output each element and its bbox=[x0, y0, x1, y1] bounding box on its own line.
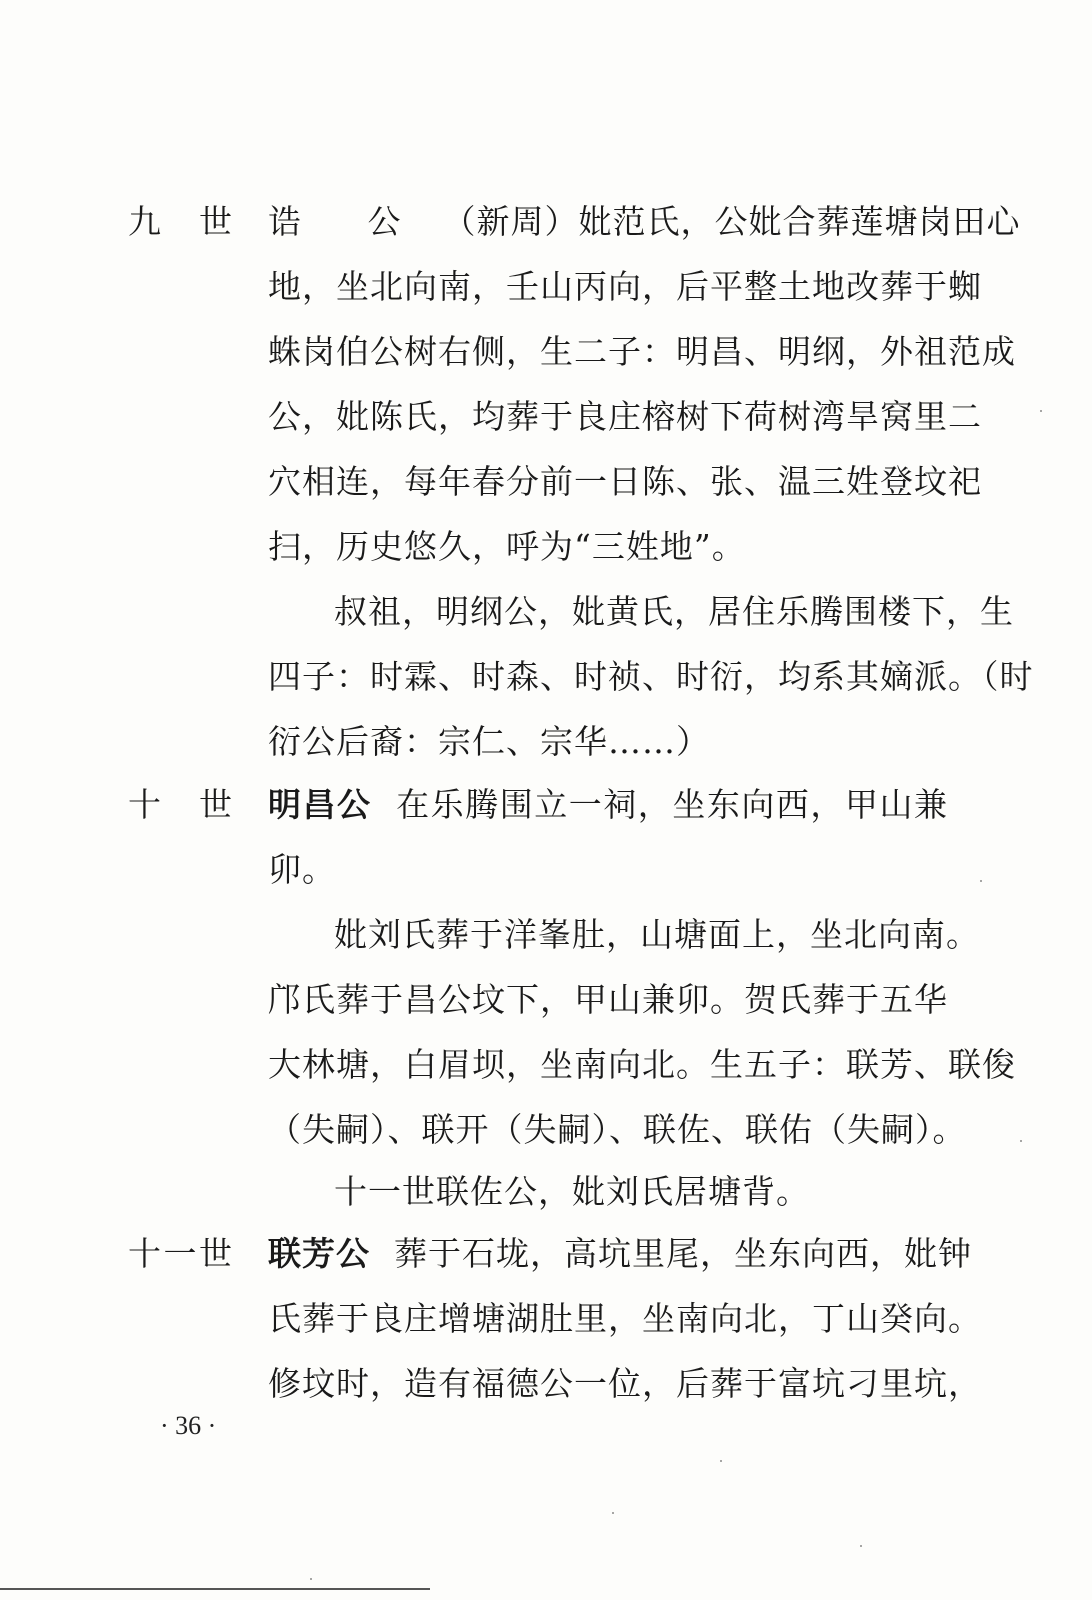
ancestor-name-11: 联芳公 bbox=[268, 1234, 370, 1273]
entry-text: 葬于石垅，高坑里尾，坐东向西，妣钟 bbox=[394, 1234, 972, 1273]
entry-line: 妣刘氏葬于洋峯肚，山塘面上，坐北向南。 bbox=[334, 915, 980, 954]
ancestor-name-9: 诰 公 bbox=[268, 202, 429, 241]
entry-line: 穴相连，每年春分前一日陈、张、温三姓登坟祀 bbox=[268, 462, 982, 501]
entry-line: 邝氏葬于昌公坟下，甲山兼卯。贺氏葬于五华 bbox=[268, 980, 948, 1019]
generation-label-9: 九 世 bbox=[128, 202, 232, 241]
entry-line: 蛛岗伯公树右侧，生二子：明昌、明纲，外祖范成 bbox=[268, 332, 1016, 371]
entry-line: 扫，历史悠久，呼为“三姓地”。 bbox=[268, 527, 746, 566]
scan-speck bbox=[1040, 410, 1042, 412]
scan-speck bbox=[720, 1460, 722, 1462]
entry-line bbox=[268, 1222, 972, 1286]
entry-line: 地，坐北向南，壬山丙向，后平整土地改葬于蜘 bbox=[268, 267, 982, 306]
scan-speck bbox=[612, 1512, 614, 1514]
entry-line: 十一世联佐公，妣刘氏居塘背。 bbox=[334, 1172, 810, 1211]
scan-speck bbox=[310, 1578, 312, 1580]
scan-speck bbox=[860, 1545, 862, 1547]
entry-line: 大林塘，白眉坝，坐南向北。生五子：联芳、联俊 bbox=[268, 1045, 1016, 1084]
entry-line: 叔祖，明纲公，妣黄氏，居住乐腾围楼下，生 bbox=[334, 592, 1014, 631]
scan-speck bbox=[1020, 1140, 1022, 1142]
entry-text: 在乐腾围立一祠，坐东向西，甲山兼 bbox=[395, 785, 949, 824]
page-number: · 36 · bbox=[160, 1411, 217, 1440]
generation-label-10: 十 世 bbox=[128, 785, 232, 824]
entry-line bbox=[268, 773, 948, 837]
entry-line: （失嗣）、联开（失嗣）、联佐、联佑（失嗣）。 bbox=[268, 1110, 967, 1149]
entry-line: 衍公后裔：宗仁、宗华……） bbox=[268, 722, 710, 761]
scan-speck bbox=[980, 880, 982, 882]
ancestor-name-10: 明昌公 bbox=[268, 785, 372, 824]
entry-line bbox=[268, 190, 1021, 254]
entry-text: （新周）妣范氏，公妣合葬莲塘岗田心 bbox=[442, 202, 1021, 241]
entry-line: 四子：时霖、时森、时祯、时衍，均系其嫡派。（时 bbox=[268, 657, 1034, 696]
entry-line: 氏葬于良庄增塘湖肚里，坐南向北，丁山癸向。 bbox=[268, 1299, 982, 1338]
generation-label-11: 十一世 bbox=[128, 1234, 232, 1273]
scan-edge-line bbox=[0, 1588, 430, 1590]
entry-line: 公，妣陈氏，均葬于良庄榕树下荷树湾旱窝里二 bbox=[268, 397, 982, 436]
entry-line: 卯。 bbox=[268, 850, 336, 889]
entry-line: 修坟时，造有福德公一位，后葬于富坑刁里坑， bbox=[268, 1364, 982, 1403]
